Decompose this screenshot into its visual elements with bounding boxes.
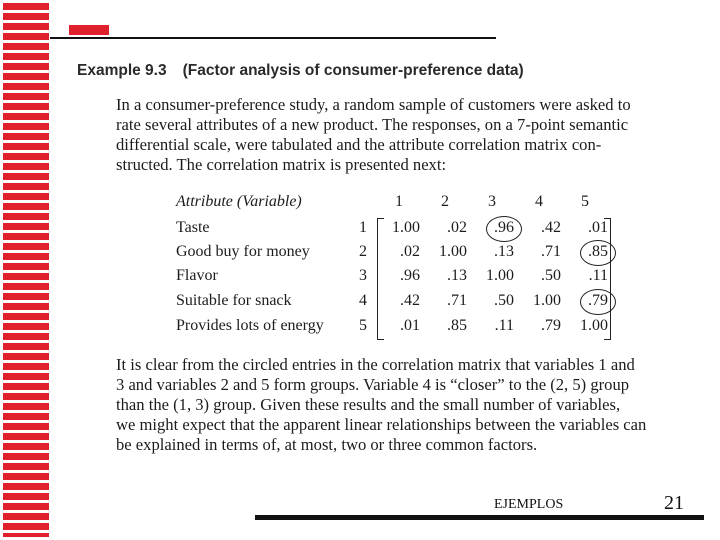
matrix-row-index: 2 <box>359 243 367 260</box>
matrix-cell: 1.00 <box>392 219 420 236</box>
matrix-cell: .13 <box>494 243 514 260</box>
intro-line: differential scale, were tabulated and the attribute correlation matrix con- <box>116 135 602 154</box>
decorative-stripe-band <box>3 3 49 537</box>
highlight-circle <box>580 240 616 266</box>
matrix-row-label: Good buy for money <box>176 243 310 260</box>
highlight-circle <box>580 289 616 315</box>
page-number: 21 <box>664 492 684 514</box>
conclusion-line: be explained in terms of, at most, two or three common factors. <box>116 435 538 454</box>
matrix-cell: 1.00 <box>486 267 514 284</box>
intro-line: In a consumer-preference study, a random sample of customers were asked to <box>116 95 631 114</box>
matrix-row-label: Provides lots of energy <box>176 317 324 334</box>
top-divider <box>50 37 496 39</box>
matrix-cell: .13 <box>447 267 467 284</box>
matrix-cell: .01 <box>400 317 420 334</box>
conclusion-line: 3 and variables 2 and 5 form groups. Variable 4 is “closer” to the (2, 5) group <box>116 375 630 394</box>
matrix-cell: .85 <box>588 243 608 260</box>
matrix-row-label: Suitable for snack <box>176 292 292 309</box>
example-heading <box>77 62 524 80</box>
matrix-cell: .71 <box>541 243 561 260</box>
footer-label: EJEMPLOS <box>494 497 564 512</box>
conclusion-line: than the (1, 3) group. Given these results and the small number of variables, <box>116 395 621 414</box>
matrix-row-index: 1 <box>359 219 367 236</box>
matrix-column-header: 4 <box>535 193 543 210</box>
matrix-cell: .02 <box>400 243 420 260</box>
matrix-cell: .42 <box>400 292 420 309</box>
matrix-cell: .79 <box>588 292 608 309</box>
intro-line: rate several attributes of a new product. The responses, on a 7-point semantic <box>116 115 629 134</box>
matrix-column-header: 2 <box>441 193 449 210</box>
matrix-cell: 1.00 <box>533 292 561 309</box>
matrix-row-label: Taste <box>176 219 210 236</box>
matrix-column-header: 1 <box>395 193 403 210</box>
intro-line: structed. The correlation matrix is presented next: <box>116 155 447 174</box>
example-number: Example 9.3 <box>77 62 167 79</box>
matrix-cell: .01 <box>588 219 608 236</box>
matrix-cell: 1.00 <box>439 243 467 260</box>
conclusion-line: It is clear from the circled entries in the correlation matrix that variables 1 and <box>116 355 635 374</box>
highlight-circle <box>486 216 522 242</box>
matrix-column-header: 5 <box>581 193 589 210</box>
matrix-cell: .11 <box>494 317 514 334</box>
matrix-row-index: 4 <box>359 292 367 309</box>
matrix-cell: .50 <box>494 292 514 309</box>
matrix-cell: .02 <box>447 219 467 236</box>
matrix-cell: .79 <box>541 317 561 334</box>
conclusion-paragraph <box>116 355 684 455</box>
conclusion-line: we might expect that the apparent linear relationships between the variables can <box>116 415 647 434</box>
matrix-cell: .71 <box>447 292 467 309</box>
matrix-row-label: Flavor <box>176 267 218 284</box>
example-title: (Factor analysis of consumer-preference data) <box>182 62 524 79</box>
matrix-column-header: 3 <box>488 193 496 210</box>
matrix-row-index: 3 <box>359 267 367 284</box>
matrix-cell: .85 <box>447 317 467 334</box>
matrix-cell: .42 <box>541 219 561 236</box>
matrix-cell: .50 <box>541 267 561 284</box>
decorative-red-tab <box>69 25 109 35</box>
matrix-header-label: Attribute (Variable) <box>176 193 302 210</box>
matrix-cell: .96 <box>400 267 420 284</box>
matrix-cell: .96 <box>494 219 514 236</box>
matrix-row-index: 5 <box>359 317 367 334</box>
matrix-cell: .11 <box>588 267 608 284</box>
intro-paragraph <box>116 95 684 175</box>
matrix-cell: 1.00 <box>580 317 608 334</box>
bottom-divider <box>255 515 704 520</box>
